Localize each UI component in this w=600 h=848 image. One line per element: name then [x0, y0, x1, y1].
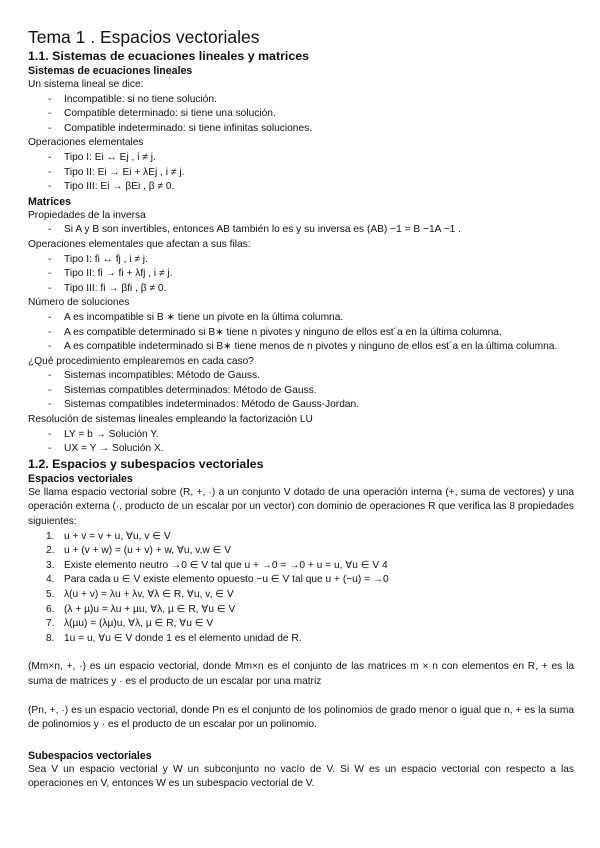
spacer — [28, 646, 574, 660]
spacer — [28, 733, 574, 749]
list-item: - Tipo III: fi → βfi , β ≠ 0. — [48, 282, 574, 297]
list-inverse — [28, 223, 574, 238]
label-row-ops: Operaciones elementales que afectan a sus filas: — [28, 238, 251, 250]
item-number: 8. — [46, 632, 55, 644]
spacer — [28, 690, 574, 704]
subheading-matrices: Matrices — [28, 195, 71, 208]
item-number: 5. — [46, 589, 55, 600]
list-item: - UX = Y → Solución X. — [48, 442, 574, 457]
list-item: - Tipo III: Ei → βEi , β ≠ 0. — [48, 180, 574, 195]
item-text: λ(µu) = (λµ)u, ∀λ, µ ∈ R, ∀u ∈ V — [64, 618, 214, 630]
list-row-ops — [28, 253, 574, 297]
item-number: 1. — [46, 530, 55, 542]
item-text: (λ + µ)u = λu + µu, ∀λ, µ ∈ R, ∀u ∈ V — [64, 603, 236, 615]
item-text: λ(u + v) = λu + λv, ∀λ ∈ R, ∀u, v, ∈ V — [64, 589, 234, 600]
list-item: - Sistemas compatibles indeterminados: Método de Gauss-Jordan. — [48, 398, 574, 413]
list-item — [46, 544, 574, 559]
item-number: 4. — [46, 574, 55, 586]
item-text: Existe elemento neutro →0 ∈ V tal que u + →0 = →0 + u = u, ∀u ∈ V 4 — [64, 559, 388, 571]
list-item: - Tipo I: Ei ↔ Ej , i ≠ j. — [48, 151, 574, 166]
list-item: - A es compatible indeterminado si B∗ tiene menos de n pivotes y ninguno de ellos est´a en la última columna. — [48, 340, 574, 355]
list-item: - Sistemas incompatibles: Método de Gauss. — [48, 369, 574, 384]
list-item — [46, 573, 574, 588]
paragraph-subspace-definition: Sea V un espacio vectorial y W un subconjunto no vacío de V. Si W es un espacio vectorial con respecto a las operaciones en V, entonces W es un subespacio vectorial de V. — [28, 763, 574, 790]
list-item: - Compatible determinado: si tiene una solución. — [48, 107, 574, 122]
list-item: - Compatible indeterminado: si tiene infinitas soluciones. — [48, 122, 574, 137]
list-item — [46, 559, 574, 574]
item-number: 6. — [46, 603, 55, 615]
list-item: - Si A y B son invertibles, entonces AB también lo es y su inversa es (AB) −1 = B −1A −1 . — [48, 223, 574, 238]
paragraph-intro: Un sistema lineal se dice: — [28, 79, 144, 90]
label-lu: Resolución de sistemas lineales empleando la factorización LU — [28, 414, 313, 426]
list-item — [46, 632, 574, 647]
item-number: 7. — [46, 618, 55, 630]
list-item — [46, 617, 574, 632]
page-title: Tema 1 . Espacios vectoriales — [28, 27, 260, 47]
item-text: u + v = v + u, ∀u, v ∈ V — [64, 530, 171, 542]
paragraph-example-polynomials: (Pn, +, ·) es un espacio vectorial, donde Pn es el conjunto de los polinomios de grado menor o igual que n, + es la suma de polinomios y · es el producto de un escalar por un polinomio. — [28, 704, 574, 731]
list-num-soluciones — [28, 311, 574, 355]
list-properties — [28, 530, 574, 647]
label-operaciones: Operaciones elementales — [28, 137, 144, 149]
list-item: - Tipo II: Ei → Ei + λEj , i ≠ j. — [48, 166, 574, 181]
item-text: 1u = u, ∀u ∈ V donde 1 es el elemento unidad de R. — [64, 632, 302, 644]
list-operations — [28, 151, 574, 195]
paragraph-example-matrices: (Mm×n, +, ·) es un espacio vectorial, donde Mm×n es el conjunto de las matrices m × n con elementos en R, + es la suma de matrices y · es el producto de un escalar por una matriz — [28, 661, 574, 687]
list-item — [46, 530, 574, 545]
list-item: - Incompatible: si no tiene solución. — [48, 93, 574, 108]
section-heading-1-2: 1.2. Espacios y subespacios vectoriales — [28, 456, 264, 471]
item-text: Para cada u ∈ V existe elemento opuesto −u ∈ V tal que u + (−u) = →0 — [64, 574, 389, 586]
list-lu — [28, 428, 574, 457]
list-item: - Sistemas compatibles determinados: Método de Gauss. — [48, 384, 574, 399]
subheading-subespacios: Subespacios vectoriales — [28, 749, 152, 762]
subheading-espacios: Espacios vectoriales — [28, 472, 133, 485]
list-item — [46, 603, 574, 618]
section-heading-1-1: 1.1. Sistemas de ecuaciones lineales y matrices — [28, 49, 310, 63]
item-number: 3. — [46, 559, 55, 571]
list-item: - A es compatible determinado si B∗ tiene n pivotes y ninguno de ellos est´a en la última columna. — [48, 326, 574, 341]
list-item: - Tipo I: fi ↔ fj , i ≠ j. — [48, 253, 574, 268]
subheading-sistemas: Sistemas de ecuaciones lineales — [28, 65, 193, 77]
list-item: - Tipo II: fi → fi + λfj , i ≠ j. — [48, 267, 574, 282]
paragraph-definition: Se llama espacio vectorial sobre (R, +, ·) a un conjunto V dotado de una operación interna (+, suma de vectores) y una operación externa (·, producto de un escalar por un vector) con dominio de operaciones R que verifica las 8 propiedades siguientes: — [28, 486, 574, 528]
list-procedimiento — [28, 369, 574, 413]
item-text: u + (v + w) = (u + v) + w, ∀u, v,w ∈ V — [64, 545, 232, 557]
label-num-soluciones: Número de soluciones — [28, 297, 130, 309]
list-system-types — [28, 93, 574, 137]
list-item: - A es incompatible si B ∗ tiene un pivote en la última columna. — [48, 311, 574, 326]
list-item: - LY = b → Solución Y. — [48, 428, 574, 443]
label-procedimiento: ¿Qué procedimiento emplearemos en cada caso? — [28, 355, 254, 367]
list-item — [46, 588, 574, 603]
item-number: 2. — [46, 545, 55, 557]
label-inversa: Propiedades de la inversa — [28, 209, 146, 221]
